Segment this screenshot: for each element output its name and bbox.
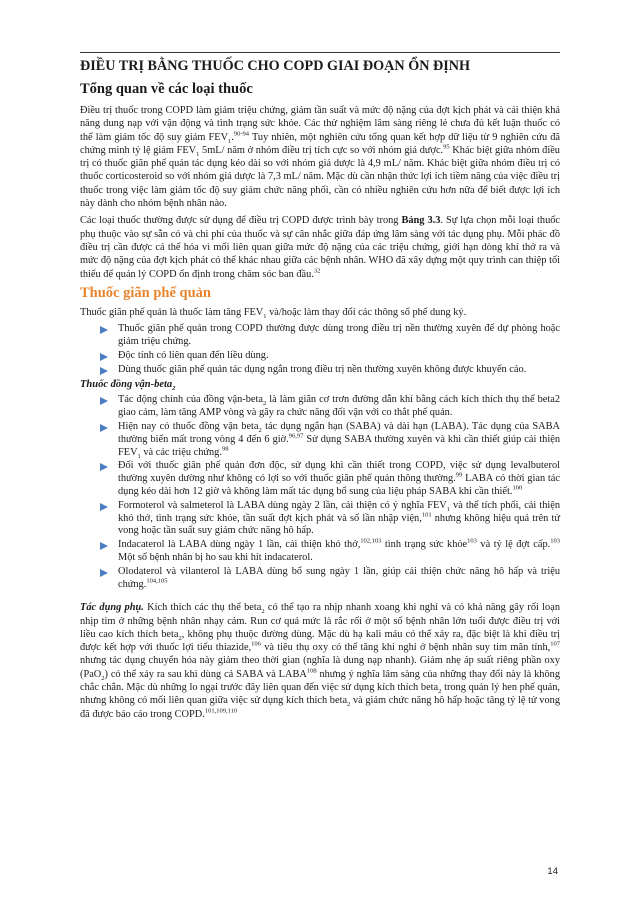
adverse-effects-paragraph: Tác dụng phụ. Kích thích các thụ thể beta$_2$ có thể tạo ra nhịp nhanh xoang khi nghỉ và có khả năng gây rối loạn nhịp tim ở những bệnh nhân nhạy cảm. Run cơ quá mức là rắc rối ở một số bệnh nhân lớn tuổi được điều trị với liều cao kích thích beta$_2$, không phụ thuộc đường dùng. Mặc dù hạ kali máu có thể xảy ra, đặc biệt là khi điều trị được kết hợp với thuốc lợi tiểu thiazide,$^{106}$ và tiêu thụ oxy có thể tăng khi nghỉ ở bệnh nhân suy tim mãn tính,$^{107}$ nhưng tác dụng chuyển hóa này giảm theo thời gian (nghĩa là dung nạp nhanh). Giảm nhẹ áp suất riêng phần oxy (PaO$_2$) có thể xảy ra sau khi dùng cả SABA và LABA$^{108}$ nhưng ý nghĩa lâm sàng của những thay đổi này là không chắc chắn. Mặc dù những lo ngại trước đây liên quan đến việc sử dụng kích thích beta$_2$ trong quản lý hen phế quản, nhưng không có mối liên quan giữa việc sử dụng kích thích beta$_2$ và giảm chức năng hô hấp hoặc tăng tỷ lệ tử vong đã được báo cáo trong COPD.$^{101,109,110}$ — [80, 602, 560, 720]
list-item: Olodaterol và vilanterol là LABA dùng bổ sung ngày 1 lần, giúp cải thiện chức năng hô hấp và triệu chứng.$^{104,105}$ — [100, 566, 560, 592]
bronchodilators-heading: Thuốc giãn phế quản — [80, 284, 211, 301]
bronchodilators-intro: Thuốc giãn phế quản là thuốc làm tăng $FEV_1$ và/hoặc làm thay đổi các thông số phế dung ký. — [80, 306, 467, 320]
list-item: Tác động chính của đồng vận-beta$_2$ là làm giãn cơ trơn đường dẫn khí bằng cách kích thích thụ thể beta2 giao cảm, làm tăng AMP vòng và gây ra chức năng đối vận với co thắt phế quản. — [100, 394, 560, 420]
list-item: Formoterol và salmeterol là LABA dùng ngày 2 lần, cải thiện có ý nghĩa $FEV_1$ và thể tích phổi, cải thiện khó thở, tình trạng sức khỏe, tần suất đợt kịch phát và số lần nhập viện,$^{101}$ nhưng không hiệu quả trên tử vong hoặc tần suất suy giảm chức năng hô hấp. — [100, 500, 560, 538]
table-reference: Bảng 3.3 — [401, 215, 441, 227]
list-item: Đối với thuốc giãn phế quản đơn độc, sử dụng khi cần thiết trong COPD, việc sử dụng levalbuterol thường xuyên dường như không có lợi so với thuốc giãn phế quản thông thường.$^{99}$ LABA có thời gian tác dụng kéo dài hơn 12 giờ và không làm mất tác dụng bổ sung của liệu pháp SABA khi cần thiết.$^{100}$ — [100, 460, 560, 498]
list-item: Độc tính có liên quan đến liều dùng. — [100, 350, 560, 363]
triangle-bullet-icon — [100, 463, 108, 471]
list-item: Dùng thuốc giãn phế quản tác dụng ngắn trong điều trị nền thường xuyên không được khuyến cáo. — [100, 364, 560, 377]
beta2-subheading: Thuốc đồng vận-beta$_2$ — [80, 379, 176, 393]
triangle-bullet-icon — [100, 397, 108, 405]
triangle-bullet-icon — [100, 503, 108, 511]
list-item: Indacaterol là LABA dùng ngày 1 lần, cải thiện khó thở,$^{102,103}$ tình trạng sức khỏe$^{103}$ và tỷ lệ đợt cấp.$^{103}$ Một số bệnh nhân bị ho sau khi hít indacaterol. — [100, 539, 560, 565]
triangle-bullet-icon — [100, 367, 108, 375]
adverse-effects-lead: Tác dụng phụ. — [80, 602, 144, 614]
triangle-bullet-icon — [100, 353, 108, 361]
triangle-bullet-icon — [100, 424, 108, 432]
triangle-bullet-icon — [100, 542, 108, 550]
document-page — [80, 52, 560, 725]
top-rule — [80, 52, 560, 53]
page-number: 14 — [547, 866, 558, 877]
list-item: Hiện nay có thuốc đồng vận beta$_2$ tác dụng ngắn hạn (SABA) và dài hạn (LABA). Tác dụng của SABA thường biến mất trong vòng 4 đến 6 giờ.$^{96,97}$ Sử dụng SABA thường xuyên và khi cần thiết giúp cải thiện $FEV_1$ và các triệu chứng.$^{98}$ — [100, 421, 560, 459]
beta2-bullet-list — [80, 394, 560, 591]
overview-heading: Tổng quan về các loại thuốc — [80, 81, 253, 97]
triangle-bullet-icon — [100, 569, 108, 577]
bronchodilators-bullet-list — [80, 323, 560, 376]
section-title: ĐIỀU TRỊ BẰNG THUỐC CHO COPD GIAI ĐOẠN ỔN ĐỊNH — [80, 58, 471, 74]
list-item: Thuốc giãn phế quản trong COPD thường được dùng trong điều trị nền thường xuyên để dự phòng hoặc giảm triệu chứng. — [100, 323, 560, 349]
triangle-bullet-icon — [100, 326, 108, 334]
overview-paragraph-1: Điều trị thuốc trong COPD làm giảm triệu chứng, giảm tần suất và mức độ nặng của đợt kịch phát và cải thiện khả năng dung nạp với vận động và tình trạng sức khỏe. Các thử nghiệm lâm sàng riêng lẻ chưa đủ kết luận thuốc có thể làm giảm tốc độ suy giảm $FEV_1.^{90-94}$ Tuy nhiên, một nghiên cứu tổng quan kết hợp dữ liệu từ 9 nghiên cứu đã chứng minh tỷ lệ giảm $FEV_1$ 5mL/ năm ở nhóm điều trị tích cực so với nhóm giả dược.$^{95}$ Khác biệt giữa nhóm điều trị có thuốc giãn phế quản tác dụng kéo dài so với nhóm giả dược là 4,9 mL/ năm. Khác biệt giữa nhóm điều trị có thuốc corticosteroid so với nhóm giả dược là 7,3 mL/ năm. Mặc dù cần nhận thức lợi ích tiềm năng của việc điều trị thuốc trong việc làm giảm tốc độ suy giảm chức năng phổi, cần có nhiều nghiên cứu hơn nữa để biết được lợi ích này dành cho nhóm bệnh nhân nào. — [80, 105, 560, 210]
overview-paragraph-2: Các loại thuốc thường được sử dụng để điều trị COPD được trình bày trong Bảng 3.3. Sự lựa chọn mỗi loại thuốc phụ thuộc vào sự sẵn có và chi phí của thuốc và sự cân nhắc giữa đáp ứng lâm sàng với tác dụng phụ. Mỗi phác đồ điều trị cần được cá thể hóa vì mối liên quan giữa mức độ nặng của các triệu chứng, giới hạn dòng khí thở ra và mức độ nặng của đợt kịch phát có thể khác nhau giữa các bệnh nhân. WHO đã xây dựng một quy trình can thiệp tối thiểu để quản lý COPD ổn định trong chăm sóc ban đầu.$^{32}$ — [80, 215, 561, 280]
